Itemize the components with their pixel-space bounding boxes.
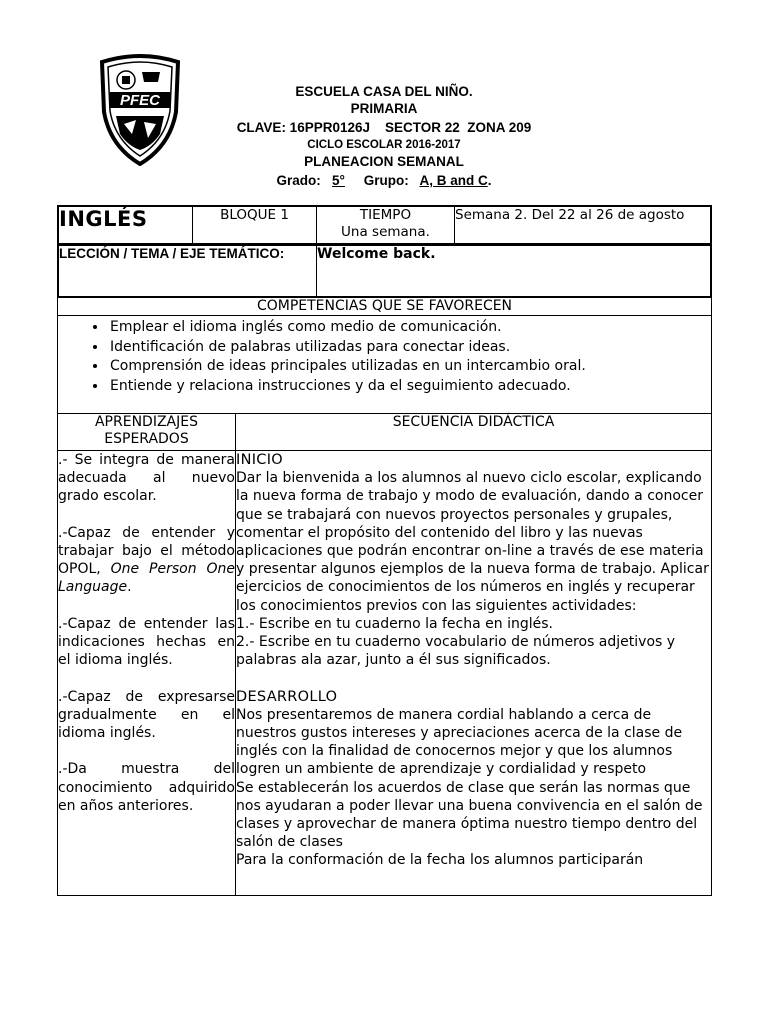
leccion-label: LECCIÓN / TEMA / EJE TEMÁTICO:	[59, 246, 317, 297]
competencia-item: • Entiende y relaciona instrucciones y da el seguimiento adecuado.	[108, 377, 711, 397]
group-value: A, B and C	[419, 173, 488, 188]
grade-group-line	[0, 173, 768, 188]
aprendizaje-italic: One Person One Language	[58, 561, 235, 596]
inicio-step: 1.- Escribe en tu cuaderno la fecha en inglés.	[236, 615, 553, 632]
tiempo-cell	[317, 207, 455, 244]
plan-title: PLANEACION SEMANAL	[304, 154, 464, 169]
logo-text: PFEC	[119, 92, 161, 109]
desarrollo-text: Nos presentaremos de manera cordial hablando a cerca de nuestros gustos intereses y apreciaciones acerca de la clase de inglés con la finalidad de conocernos mejor y que los alumnos logren un ambiente de aprendizaje y cordialidad y respeto	[236, 706, 683, 778]
leccion-value: Welcome back.	[317, 246, 711, 297]
desarrollo-heading: DESARROLLO	[236, 688, 338, 705]
competencias-title: COMPETENCIAS QUE SE FAVORECEN	[58, 298, 712, 316]
competencia-item: • Identificación de palabras utilizadas para conectar ideas.	[108, 338, 711, 358]
tiempo-label: TIEMPO	[359, 207, 412, 223]
competencias-title-row	[58, 298, 712, 316]
aprendizajes-cell	[58, 451, 236, 896]
aprendizaje-item: .- Se integra de manera adecuada al nuevo grado escolar.	[58, 452, 235, 505]
inicio-heading: INICIO	[236, 452, 284, 468]
column-headers-row	[58, 414, 712, 451]
aprendizajes-header: APRENDIZAJES ESPERADOS	[58, 414, 236, 451]
semana-label: Semana 2. Del 22 al 26 de agosto	[455, 207, 711, 244]
desarrollo-text: Para la conformación de la fecha los alumnos participarán	[236, 852, 644, 869]
aprendizaje-text: .-Capaz de entender y trabajar bajo el método OPOL,	[58, 524, 235, 578]
inicio-text: Dar la bienvenida a los alumnos al nuevo ciclo escolar, explicando la nueva forma de trabajo y modo de evaluación, dando a conocer que se trabajará con nuevos proyectos personales y grupales, comentar el propósito del contenido del libro y las nuevas aplicaciones que podrán encontrar on-line a través de ese materia y presentar algunos ejemplos de la nueva forma de trabajo. Aplicar ejercicios de conocimientos de los números en inglés y recuperar los conocimientos previos con las siguientes actividades:	[236, 470, 709, 614]
tiempo-value: Una semana.	[341, 224, 430, 240]
competencia-item: • Comprensión de ideas principales utilizadas en un intercambio oral.	[108, 357, 711, 377]
competencias-row	[58, 316, 712, 414]
inicio-step: 2.- Escribe en tu cuaderno vocabulario de números adjetivos y palabras ala azar, junto a él sus significados.	[236, 634, 676, 669]
leccion-row	[58, 245, 712, 298]
aprendizaje-item: .-Da muestra del conocimiento adquirido en años anteriores.	[58, 761, 235, 814]
grade-value: 5°	[332, 173, 345, 188]
school-name: ESCUELA CASA DEL NIÑO.	[295, 84, 473, 99]
grade-label: Grado:	[276, 173, 321, 188]
aprendizaje-end: .	[127, 579, 132, 596]
competencia-item: • Emplear el idioma inglés como medio de comunicación.	[108, 318, 711, 338]
planning-table	[57, 205, 712, 896]
school-cycle: CICLO ESCOLAR 2016-2017	[307, 139, 461, 151]
aprendizaje-item: .-Capaz de entender las indicaciones hechas en el idioma inglés.	[58, 615, 235, 669]
group-end: .	[487, 173, 492, 188]
bloque-label: BLOQUE 1	[193, 207, 317, 244]
subject-title: INGLÉS	[59, 207, 193, 244]
secuencia-header: SECUENCIA DIDÁCTICA	[236, 414, 712, 451]
content-row	[58, 451, 712, 896]
secuencia-cell	[236, 451, 712, 896]
aprendizaje-item: .-Capaz de expresarse gradualmente en el idioma inglés.	[58, 688, 235, 741]
school-level: PRIMARIA	[350, 101, 418, 116]
group-label: Grupo:	[363, 173, 409, 188]
subject-row	[58, 206, 712, 245]
desarrollo-text: Se establecerán los acuerdos de clase que serán las normas que nos ayudaran a poder llevar una buena convivencia en el salón de clases y aprovechar de manera óptima nuestro tiempo dentro del salón de clases	[236, 779, 703, 851]
aprendizaje-item	[58, 524, 235, 597]
competencias-list	[58, 316, 711, 406]
school-clave: CLAVE: 16PPR0126J SECTOR 22 ZONA 209	[236, 120, 532, 135]
